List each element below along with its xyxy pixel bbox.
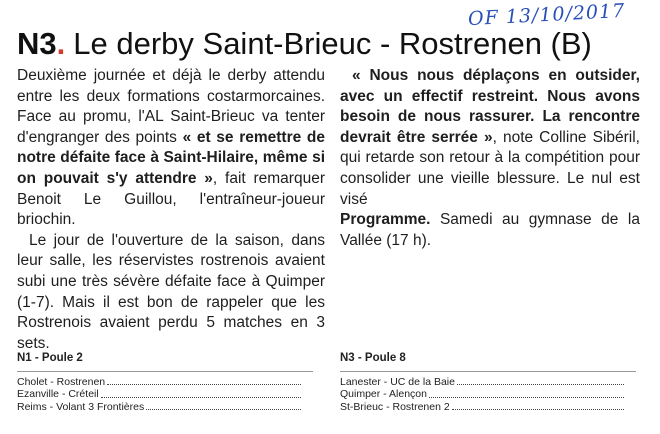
coach-quote: « et se remettre de notre défaite face à Saint-Hilaire, même si on pouvait s'y attendre » [17, 128, 325, 187]
programme-text: Samedi au gymnase de la Vallée (17 h). [340, 211, 640, 249]
paragraph-3-attribution: , note Colline Sibéril, qui retarde son retour à la compétition pour consolider une vieille blessure. Le nul est visé [340, 128, 640, 208]
result-row [17, 376, 313, 389]
article-column-left [17, 66, 325, 354]
dot-leader [146, 409, 301, 410]
results-box-n3 [340, 352, 636, 413]
results-title: N1 - Poule 2 [17, 352, 83, 364]
article-title [17, 27, 592, 61]
match-teams: Lanester - UC de la Baie [340, 375, 455, 388]
dot-leader [452, 409, 624, 410]
handwritten-date-annotation: OF 13/10/2017 [467, 0, 626, 31]
captain-quote: « Nous nous déplaçons en outsider, avec un effectif restreint. Nous avons besoin de nous rassurer. La rencontre devrait être serrée » [340, 67, 640, 146]
results-divider [340, 371, 636, 372]
match-teams: Cholet - Rostrenen [17, 375, 106, 388]
results-divider [17, 371, 313, 372]
paragraph-1-attribution: , fait remarquer Benoit Le Guillou, l'entraîneur-joueur briochin. [17, 169, 325, 229]
results-box-n1 [17, 352, 313, 413]
result-row [340, 401, 636, 414]
paragraph-1 [17, 66, 325, 231]
result-row [340, 376, 636, 389]
paragraph-2: Le jour de l'ouverture de la saison, dans leur salle, les réservistes rostrenois avaient subi une très sévère défaite face à Quimper (1-7). Mais il est bon de rappeler que les Rostrenois avaient perdu 5 matches en 3 sets. [17, 231, 325, 352]
result-row [17, 401, 313, 414]
programme-paragraph [340, 210, 640, 251]
paragraph-1-intro: Deuxième journée et déjà le derby attendu entre les deux formations costarmorcaines. Face au promu, l'AL Saint-Brieuc va tenter d'engranger des points [17, 67, 325, 146]
dot-leader [429, 397, 624, 398]
match-teams: Quimper - Alençon [340, 388, 427, 401]
match-teams: Ezanville - Créteil [17, 388, 99, 401]
division-number: N3 [17, 26, 57, 61]
results-title: N3 - Poule 8 [340, 352, 406, 364]
headline: Le derby Saint-Brieuc - Rostrenen (B) [73, 26, 592, 61]
dot-leader [101, 397, 301, 398]
match-teams: Reims - Volant 3 Frontières [17, 400, 145, 413]
title-dot: . [56, 26, 66, 61]
paragraph-3 [340, 66, 640, 210]
dot-leader [457, 384, 624, 385]
programme-label: Programme. [340, 211, 431, 229]
dot-leader [107, 384, 301, 385]
match-teams: St-Brieuc - Rostrenen 2 [340, 400, 450, 413]
result-row [340, 388, 636, 401]
article-column-right [340, 66, 640, 251]
result-row [17, 388, 313, 401]
